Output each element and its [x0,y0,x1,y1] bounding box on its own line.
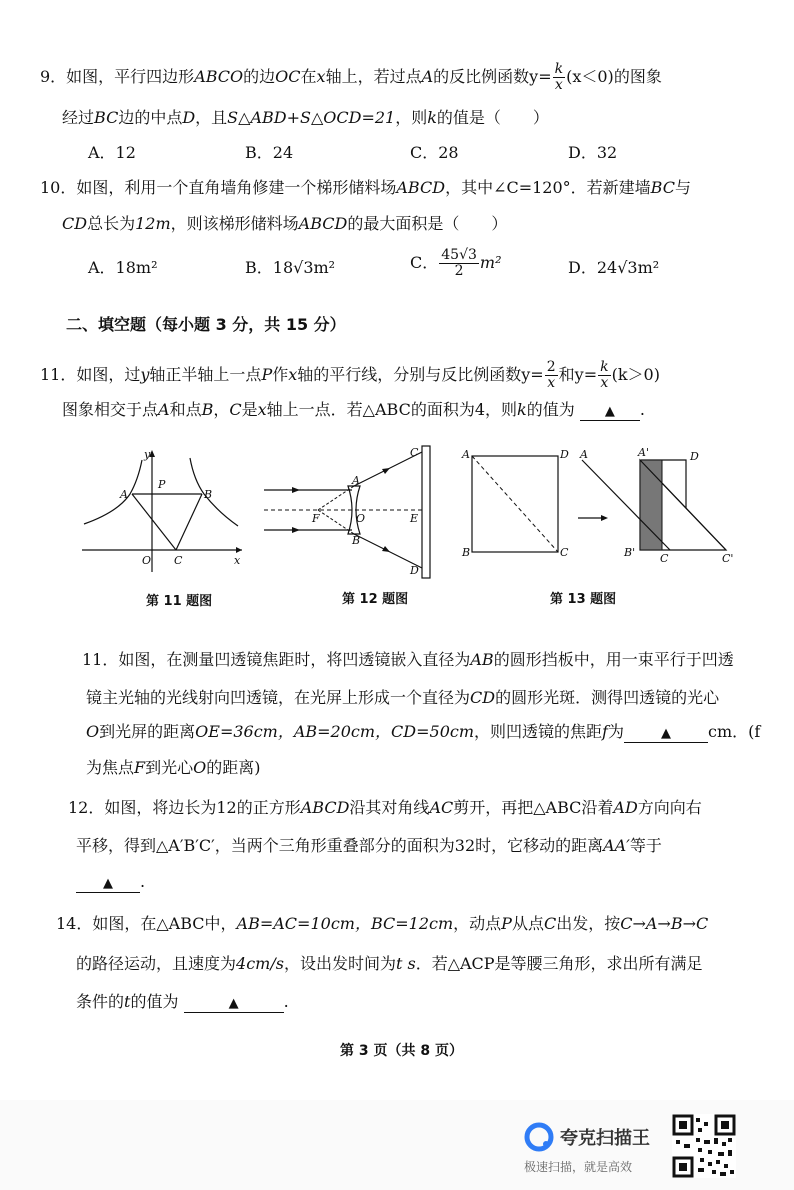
q10-option-c: C． $\frac{45√3}{2}$ m² [410,247,502,279]
q14-line1: 14．如图，在△ABC中，AB=AC=10cm，BC=12cm，动点P从点C出发，按C→A→B→C [56,914,709,933]
svg-text:A: A [462,448,470,461]
svg-text:O: O [356,512,366,525]
svg-text:F: F [312,512,320,525]
figure-13 [456,446,736,566]
q11b-line1: 11．如图，在测量凹透镜焦距时，将凹透镜嵌入直径为AB的圆形挡板中，用一束平行于凹透 [82,650,734,669]
q9-option-b: B．24 [245,143,294,162]
caption-fig12: 第 12 题图 [342,592,409,607]
q11b-line3: O到光屏的距离OE=36cm，AB=20cm，CD=50cm，则凹透镜的焦距f为 ▲ cm．(f [86,722,761,741]
qr-code-icon [672,1114,736,1178]
q10-option-b: B．18√3m² [245,258,336,277]
q14-line2: 的路径运动，且速度为4cm/s，设出发时间为t s．若△ACP是等腰三角形，求出所有满足 [76,954,703,973]
q10-line1: 10．如图，利用一个直角墙角修建一个梯形储料场ABCD，其中∠C=120°．若新建墙BC与 [40,178,691,197]
svg-text:P: P [158,478,166,491]
brand-slogan: 极速扫描，就是高效 [524,1160,633,1174]
svg-text:D: D [410,564,419,577]
svg-text:D: D [690,450,699,463]
svg-text:O: O [142,554,152,567]
q14-line3: 条件的t的值为 ▲ . [76,992,289,1011]
figure-11 [78,446,246,576]
q9-option-c: C．28 [410,143,459,162]
q9-line1: 9．如图，平行四边形ABCO的边OC在x轴上，若过点A的反比例函数y= $\frac{k}{x}$ (x＜0)的图象 [40,61,662,93]
svg-text:D: D [560,448,569,461]
svg-text:B: B [204,488,213,501]
answer-blank[interactable]: ▲ [624,726,708,743]
q10-line2: CD总长为12m，则该梯形储料场ABCD的最大面积是（ ） [62,214,508,233]
svg-text:C: C [410,446,419,459]
svg-text:B: B [352,534,361,547]
svg-text:A': A' [638,446,649,459]
q10-option-d: D．24√3m² [568,258,660,277]
svg-text:y: y [144,448,151,461]
q12-line3: ▲ . [76,872,145,893]
section-heading: 二、填空题（每小题 3 分，共 15 分） [66,315,346,334]
fraction-k-over-x: $\frac{k}{x}$ [554,61,564,93]
figure-11-labels [119,448,241,567]
q11b-line2: 镜主光轴的光线射向凹透镜，在光屏上形成一个直径为CD的圆形光斑．测得凹透镜的光心 [86,688,720,707]
svg-text:C: C [660,552,669,565]
page-number: 第 3 页（共 8 页） [340,1043,463,1059]
q12-line2: 平移，得到△A′B′C′，当两个三角形重叠部分的面积为32时，它移动的距离AA′等于 [76,836,662,855]
figure-12-labels [311,446,419,577]
svg-text:B': B' [624,546,636,559]
svg-text:A: A [120,488,128,501]
answer-blank[interactable]: ▲ [184,996,284,1013]
brand-name: 夸克扫描王 [560,1128,650,1149]
answer-blank[interactable]: ▲ [76,876,140,893]
q10-option-a: A．18m² [88,258,158,277]
caption-fig11: 第 11 题图 [146,594,213,609]
svg-text:A: A [580,448,588,461]
q11a-line1: 11．如图，过y轴正半轴上一点P作x轴的平行线，分别与反比例函数y= $\frac{2}{x}$ 和y= $\frac{k}{x}$ (k＞0) [40,359,660,391]
q11b-line4: 为焦点F到光心O的距离) [86,758,261,777]
q9-line2: 经过BC边的中点D，且S△ABD+S△OCD=21，则k的值是（ ） [62,108,549,127]
figure-12 [260,444,440,580]
q12-line1: 12．如图，将边长为12的正方形ABCD沿其对角线AC剪开，再把△ABC沿着AD方向向右 [68,798,702,817]
q11a-line2: 图象相交于点A和点B，C是x轴上一点．若△ABC的面积为4，则k的值为 ▲ . [62,400,645,419]
svg-text:C: C [174,554,183,567]
caption-fig13: 第 13 题图 [550,592,617,607]
svg-text:C': C' [722,552,734,565]
q9-option-d: D．32 [568,143,618,162]
svg-text:C: C [560,546,569,559]
quark-logo-icon [524,1122,554,1152]
q9-option-a: A．12 [88,143,136,162]
answer-blank[interactable]: ▲ [580,404,640,421]
svg-text:E: E [410,512,419,525]
svg-text:A: A [352,474,360,487]
svg-text:B: B [462,546,471,559]
svg-text:x: x [234,554,241,567]
